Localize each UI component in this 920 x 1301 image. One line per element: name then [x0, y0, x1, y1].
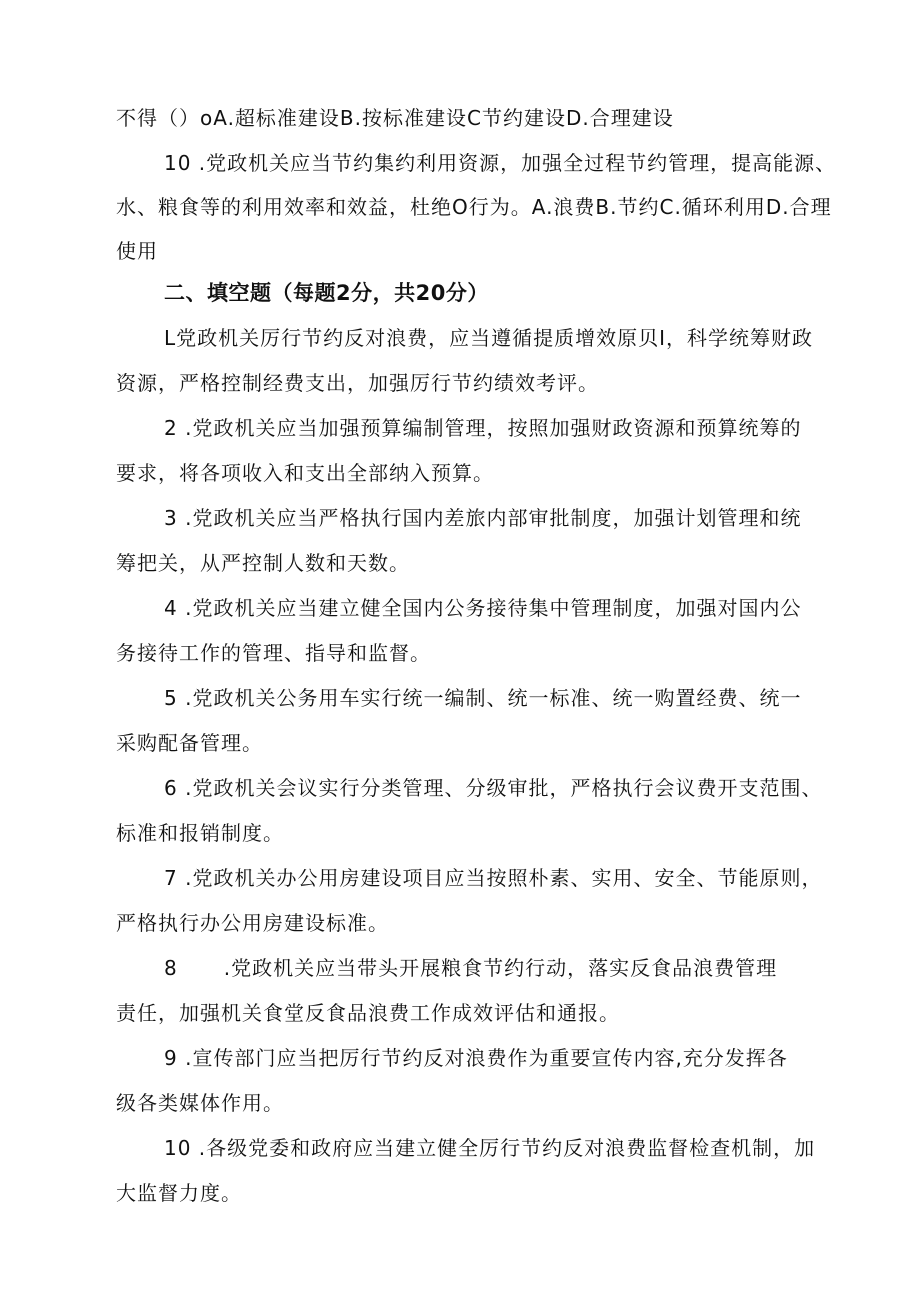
question-10-line-2: 水、粮食等的利用效率和效益，杜绝O行为。A.浪费B.节约C.循环利用D.合理: [116, 195, 832, 219]
question-10-line-1: 10 .党政机关应当节约集约利用资源，加强全过程节约管理，提高能源、: [164, 151, 837, 175]
fill-item-1-line-1: L党政机关厉行节约反对浪费，应当遵循提质增效原贝I，科学统筹财政: [164, 326, 814, 350]
fill-item-8-number: 8: [164, 956, 178, 980]
fill-item-2-line-1: 2 .党政机关应当加强预算编制管理，按照加强财政资源和预算统筹的: [164, 416, 802, 440]
fill-item-10-line-2: 大监督力度。: [116, 1181, 242, 1205]
fill-item-4-line-1: 4 .党政机关应当建立健全国内公务接待集中管理制度，加强对国内公: [164, 596, 802, 620]
fill-item-9-line-1: 9 .宣传部门应当把厉行节约反对浪费作为重要宣传内容,充分发挥各: [164, 1046, 788, 1070]
fill-item-8-line-1: [164, 954, 777, 982]
fill-item-8-line-2: 责任，加强机关食堂反食品浪费工作成效评估和通报。: [116, 1001, 620, 1025]
fill-item-10-line-1: 10 .各级党委和政府应当建立健全厉行节约反对浪费监督检查机制，加: [164, 1136, 816, 1160]
fill-item-4-line-2: 务接待工作的管理、指导和监督。: [116, 641, 431, 665]
section-heading: 二、填空题（每题2分，共20分）: [164, 281, 489, 305]
fill-item-7-line-2: 严格执行办公用房建设标准。: [116, 911, 389, 935]
fill-item-6-line-2: 标准和报销制度。: [116, 821, 284, 845]
question-10-line-3: 使用: [116, 239, 158, 263]
fill-item-1-line-2: 资源，严格控制经费支出，加强厉行节约绩效考评。: [116, 371, 599, 395]
fill-item-9-line-2: 级各类媒体作用。: [116, 1091, 284, 1115]
fill-item-5-line-1: 5 .党政机关公务用车实行统一编制、统一标准、统一购置经费、统一: [164, 686, 802, 710]
fill-item-2-line-2: 要求，将各项收入和支出全部纳入预算。: [116, 461, 494, 485]
fill-item-8-text: .党政机关应当带头开展粮食节约行动，落实反食品浪费管理: [223, 956, 778, 980]
question-9-options: 不得（）oA.超标准建设B.按标准建设C节约建设D.合理建设: [116, 106, 674, 130]
fill-item-6-line-1: 6 .党政机关会议实行分类管理、分级审批，严格执行会议费开支范围、: [164, 776, 823, 800]
fill-item-7-line-1: 7 .党政机关办公用房建设项目应当按照朴素、实用、安全、节能原则，: [164, 866, 823, 890]
fill-item-3-line-2: 筹把关，从严控制人数和天数。: [116, 551, 410, 575]
fill-item-3-line-1: 3 .党政机关应当严格执行国内差旅内部审批制度，加强计划管理和统: [164, 506, 802, 530]
fill-item-5-line-2: 采购配备管理。: [116, 731, 263, 755]
